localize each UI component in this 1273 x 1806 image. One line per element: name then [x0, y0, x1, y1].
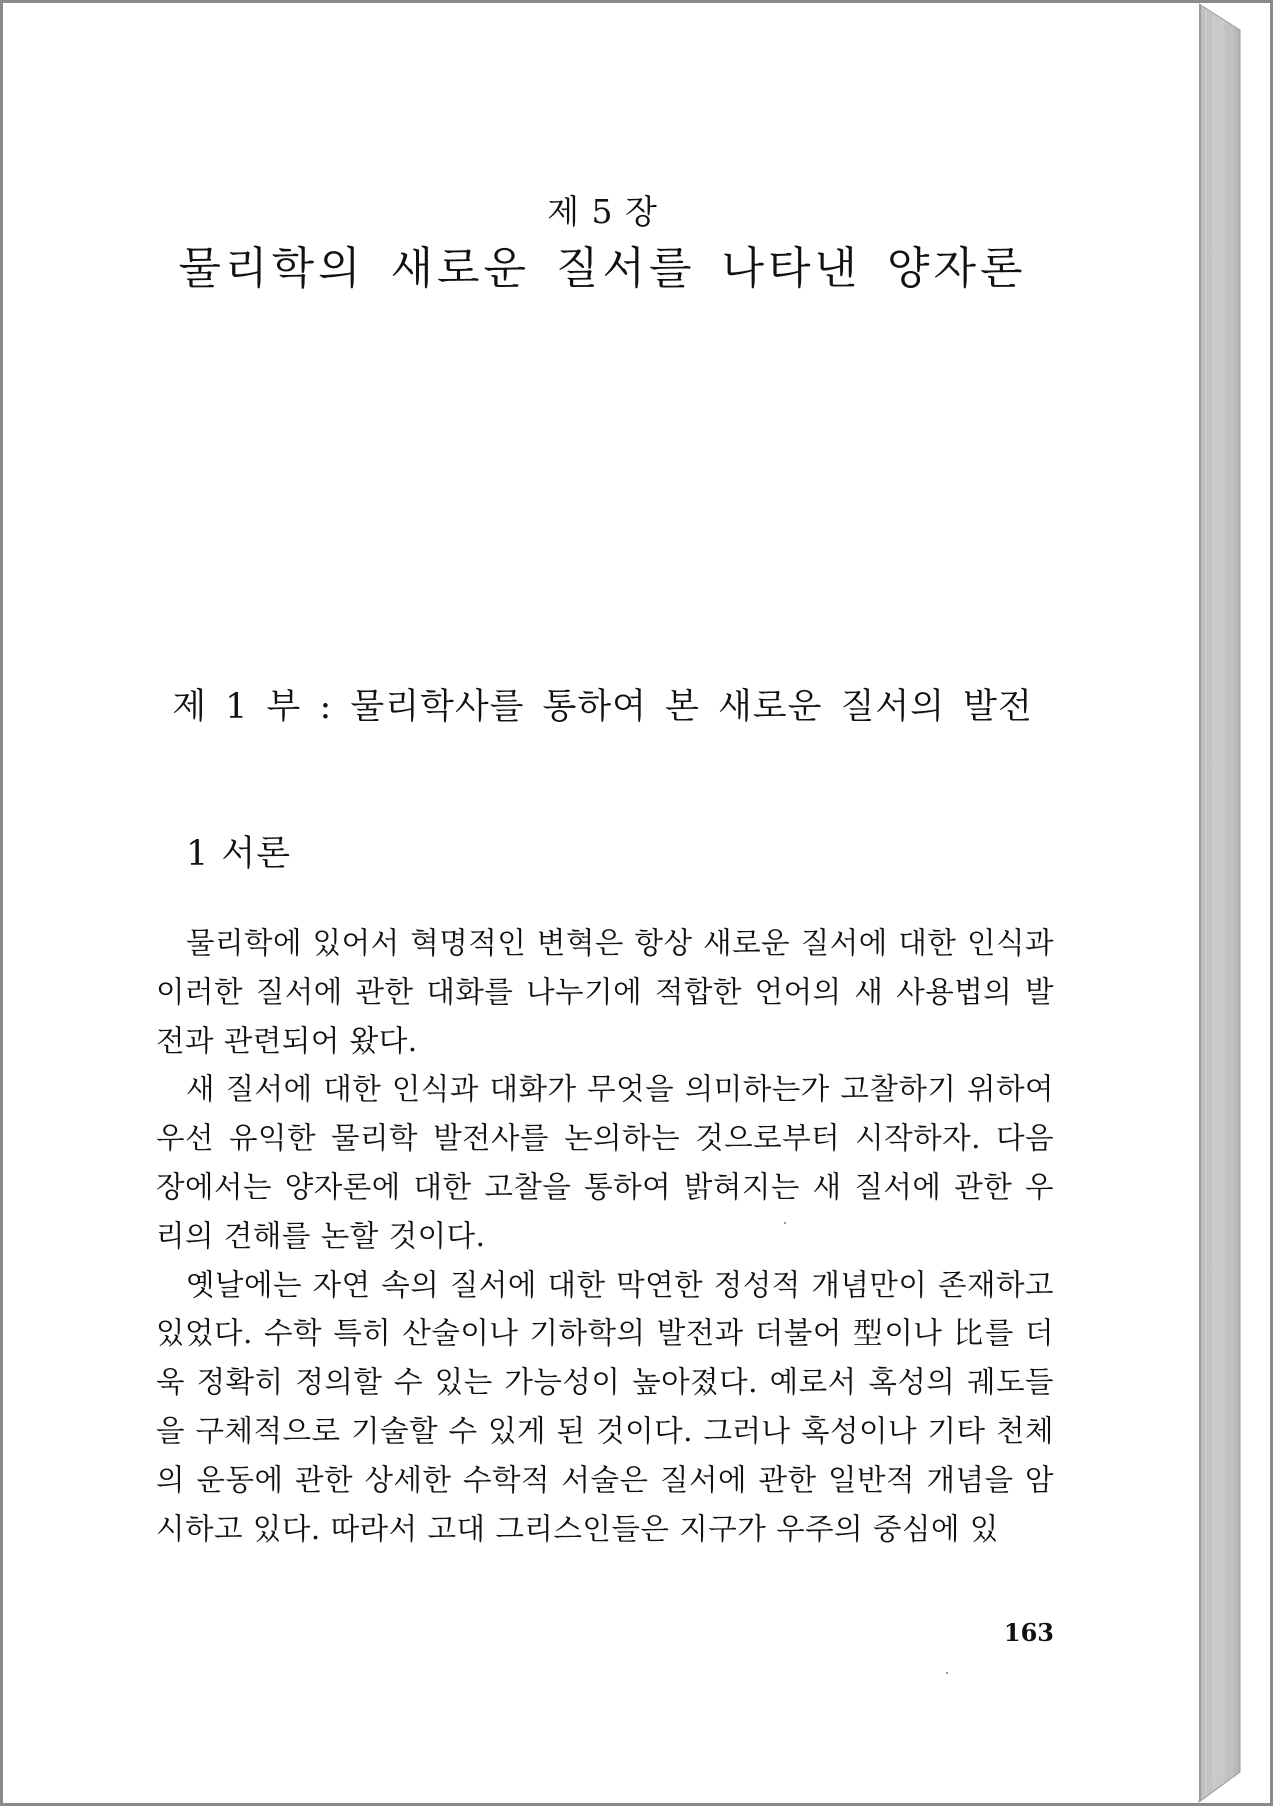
paragraph: 새 질서에 대한 인식과 대화가 무엇을 의미하는가 고찰하기 위하여 우선 유익한 물리학 발전사를 논의하는 것으로부터 시작하자. 다음 장에서는 양자론에 대한 고찰을 통하여 밝혀지는 새 질서에 관한 우리의 견해를 논할 것이다.	[156, 1072, 1054, 1253]
section-title: 1 서론	[186, 834, 292, 874]
body-text	[156, 919, 1054, 1553]
page-number: 163	[1003, 1618, 1054, 1647]
part-title: 제 1 부 : 물리학사를 통하여 본 새로운 질서의 발전	[172, 687, 1033, 727]
paragraph: 옛날에는 자연 속의 질서에 대한 막연한 정성적 개념만이 존재하고 있었다. 수학 특히 산술이나 기하학의 발전과 더불어 型이나 比를 더욱 정확히 정의할 수 있는 가능성이 높아졌다. 예로서 혹성의 궤도들을 구체적으로 기술할 수 있게 된 것이다. 그러나 혹성이나 기타 천체의 운동에 관한 상세한 수학적 서술은 질서에 관한 일반적 개념을 암시하고 있다. 따라서 고대 그리스인들은 지구가 우주의 중심에 있	[156, 1267, 1054, 1546]
scan-speck	[946, 1672, 948, 1674]
paragraph: 물리학에 있어서 혁명적인 변혁은 항상 새로운 질서에 대한 인식과 이러한 질서에 관한 대화를 나누기에 적합한 언어의 새 사용법의 발전과 관련되어 왔다.	[156, 926, 1054, 1058]
book-page	[6, 4, 1201, 1800]
scan-speck	[784, 1222, 786, 1224]
chapter-label: 제 5 장	[547, 192, 658, 231]
chapter-title: 물리학의 새로운 질서를 나타낸 양자론	[178, 243, 1027, 294]
